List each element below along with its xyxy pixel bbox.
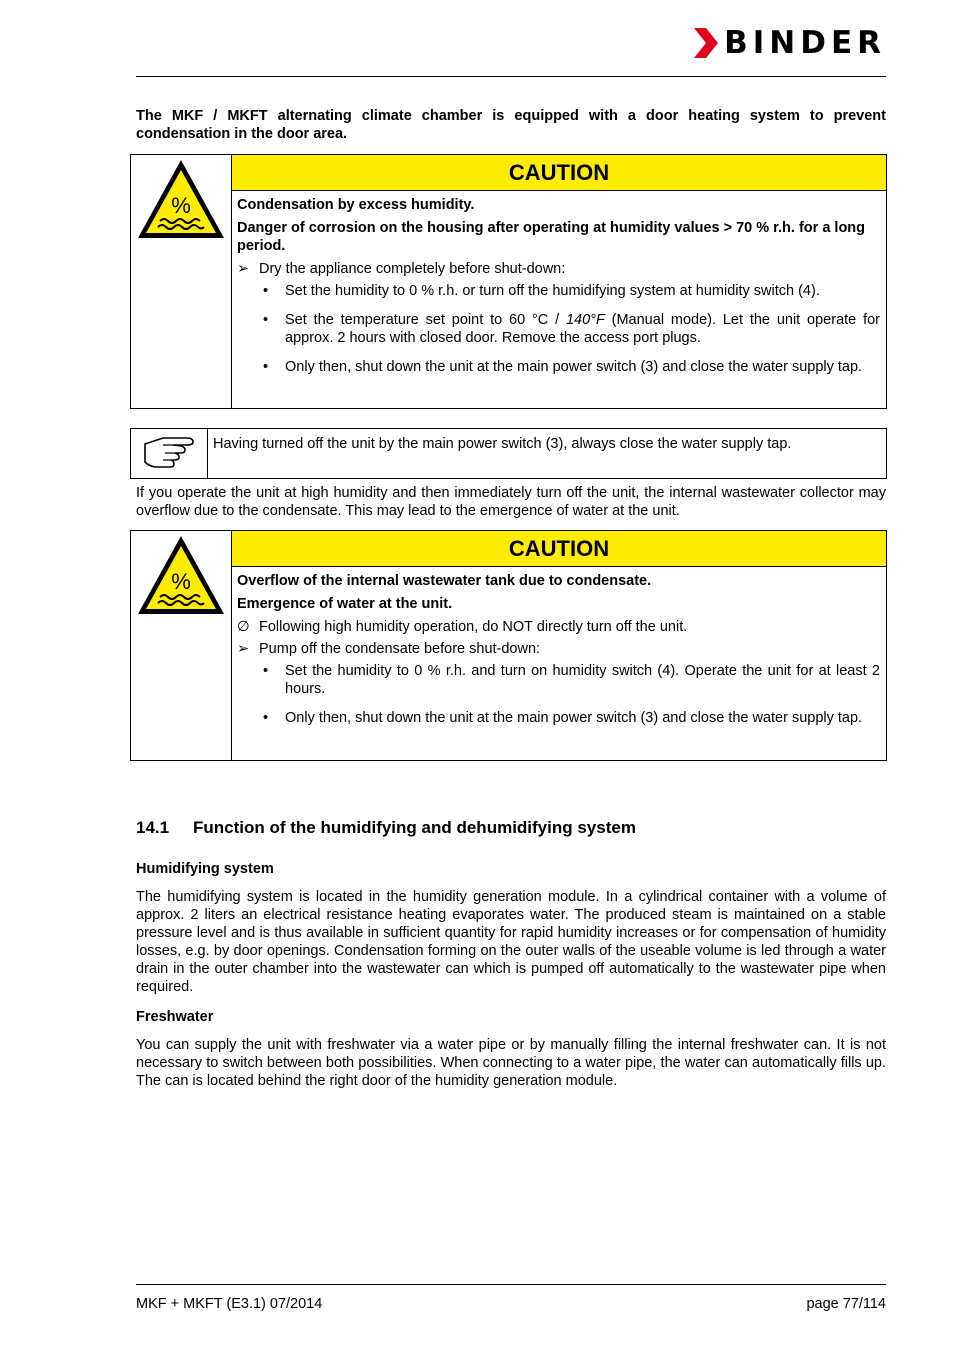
section-heading <box>136 819 636 837</box>
list-item-text: Only then, shut down the unit at the main power switch (3) and close the water supply tap. <box>285 359 863 375</box>
bullet-icon: • <box>263 663 269 679</box>
humidity-warning-icon <box>135 533 227 617</box>
footer-rule <box>136 1284 886 1285</box>
list-item-text: Only then, shut down the unit at the main power switch (3) and close the water supply tap. <box>285 710 863 726</box>
binder-logo-mark-icon <box>694 28 720 58</box>
list-item <box>263 709 880 727</box>
bullet-icon: • <box>263 312 269 328</box>
prohibition-text: Following high humidity operation, do NOT directly turn off the unit. <box>259 619 688 635</box>
caution-icon-cell <box>131 531 232 761</box>
list-item-text: Set the humidity to 0 % r.h. and turn on humidity switch (4). Operate the unit for at least 2 hours. <box>285 663 880 697</box>
intro-paragraph: The MKF / MKFT alternating climate chamber is equipped with a door heating system to prevent condensation in the door area. <box>136 108 886 142</box>
caution-line-1: Condensation by excess humidity. <box>237 197 475 213</box>
caution-content <box>232 155 887 409</box>
svg-text:%: % <box>171 569 191 594</box>
bullet-icon: • <box>263 283 269 299</box>
note-box <box>130 428 887 479</box>
humidity-warning-icon <box>135 157 227 241</box>
caution-title: CAUTION <box>232 531 886 567</box>
pointing-hand-icon <box>141 432 197 472</box>
binder-logo <box>694 25 886 61</box>
caution-line-2: Danger of corrosion on the housing after operating at humidity values > 70 % r.h. for a long period. <box>237 220 866 254</box>
bullet-icon: • <box>263 359 269 375</box>
caution-box-2 <box>130 530 887 761</box>
caution-content <box>232 531 887 761</box>
caution-icon-cell <box>131 155 232 409</box>
caution-box-1 <box>130 154 887 409</box>
caution-line-2: Emergence of water at the unit. <box>237 596 453 612</box>
logo-text: BINDER <box>724 25 886 61</box>
section-title: Function of the humidifying and dehumidifying system <box>193 818 636 837</box>
list-item <box>263 282 880 300</box>
subheading-humidifying: Humidifying system <box>136 861 274 877</box>
note-icon-cell <box>131 429 208 479</box>
caution-title: CAUTION <box>232 155 886 191</box>
section-number: 14.1 <box>136 818 170 837</box>
bullet-icon: • <box>263 710 269 726</box>
arrow-bullet-icon: ➢ <box>237 261 250 277</box>
list-item <box>263 311 880 347</box>
humidifying-paragraph: The humidifying system is located in the humidity generation module. In a cylindrical container with a volume of approx. 2 liters an electrical resistance heating evaporates water. The produced steam is maintained on a stable pressure level and is thus available in sufficient quantity for rapid humidity increases or for compensation of humidity losses, e.g. by door openings. Condensation forming on the outer walls of the useable volume is led through a water drain in the outer chamber into the wastewater can which is pumped off automatically to the wastewater pipe when required. <box>136 889 886 995</box>
prohibition-icon: ∅ <box>237 619 250 635</box>
list-item-text: Set the temperature set point to 60 °C / 140°F (Manual mode). Let the unit operate for approx. 2 hours with closed door. Remove the access port plugs. <box>285 312 880 346</box>
overflow-paragraph: If you operate the unit at high humidity and then immediately turn off the unit, the internal wastewater collector may overflow due to the condensate. This may lead to the emergence of water at the unit. <box>136 485 886 519</box>
list-item <box>263 662 880 698</box>
instruction-text: Pump off the condensate before shut-down: <box>259 641 541 657</box>
footer-page-number: page 77/114 <box>806 1296 886 1312</box>
subheading-freshwater: Freshwater <box>136 1009 214 1025</box>
header-rule <box>136 76 886 77</box>
footer-document-id: MKF + MKFT (E3.1) 07/2014 <box>136 1296 323 1312</box>
caution-line-1: Overflow of the internal wastewater tank due to condensate. <box>237 573 652 589</box>
list-item-text: Set the humidity to 0 % r.h. or turn off the humidifying system at humidity switch (4). <box>285 283 820 299</box>
freshwater-paragraph: You can supply the unit with freshwater via a water pipe or by manually filling the internal freshwater can. It is not necessary to switch between both possibilities. When connecting to a water pipe, the water can automatically fills up. The can is located behind the right door of the humidity generation module. <box>136 1037 886 1089</box>
note-text: Having turned off the unit by the main power switch (3), always close the water supply tap. <box>208 429 887 479</box>
list-item <box>263 358 880 376</box>
arrow-bullet-icon: ➢ <box>237 641 250 657</box>
svg-text:%: % <box>171 193 191 218</box>
instruction-text: Dry the appliance completely before shut-down: <box>259 261 566 277</box>
